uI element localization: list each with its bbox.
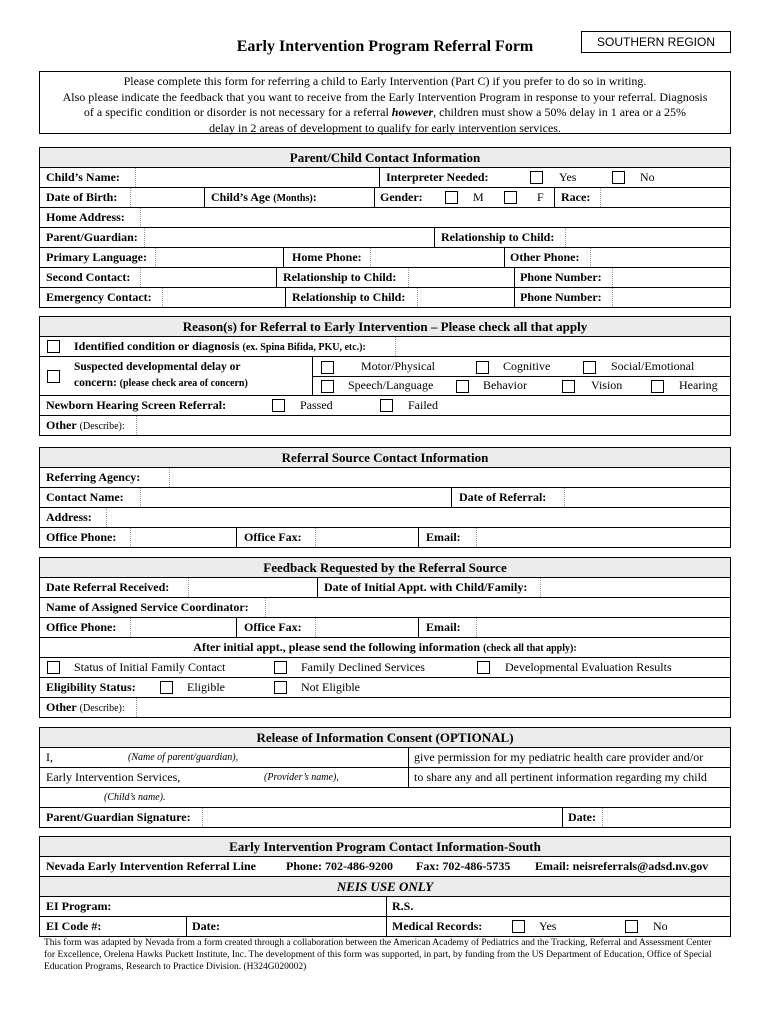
divider — [562, 808, 563, 827]
status-label: Status of Initial Family Contact — [74, 660, 226, 674]
emergency-label: Emergency Contact: — [46, 290, 152, 304]
divider — [204, 188, 205, 207]
relationship3-label: Relationship to Child: — [292, 290, 406, 304]
dob-field[interactable] — [130, 188, 131, 207]
source-row-address — [40, 508, 730, 528]
feedback-other-group — [46, 698, 125, 717]
feedback-office-phone-field[interactable] — [130, 618, 131, 637]
childs-name-label: Child’s Name: — [46, 170, 120, 184]
coordinator-field[interactable] — [265, 598, 266, 617]
release-row-3 — [40, 788, 730, 808]
behavior-checkbox[interactable] — [456, 380, 469, 393]
permission-text: give permission for my pediatric health care provider and/or — [414, 750, 704, 764]
agency-field[interactable] — [169, 468, 170, 487]
divider — [186, 917, 187, 936]
release-header: Release of Information Consent (OPTIONAL) — [40, 728, 730, 748]
parent-label: Parent/Guardian: — [46, 230, 138, 244]
phone-number-field[interactable] — [612, 268, 613, 287]
interpreter-no-label: No — [640, 170, 655, 184]
relationship3-field[interactable] — [417, 288, 418, 307]
date-referral-field[interactable] — [564, 488, 565, 507]
reasons-header: Reason(s) for Referral to Early Intervention – Please check all that apply — [40, 317, 730, 337]
dob-label: Date of Birth: — [46, 190, 118, 204]
identified-checkbox[interactable] — [47, 340, 60, 353]
eligible-checkbox[interactable] — [160, 681, 173, 694]
source-row-phone — [40, 528, 730, 547]
program-date-label: Date: — [192, 919, 220, 933]
feedback-section — [39, 557, 731, 718]
social-checkbox[interactable] — [583, 361, 596, 374]
gender-f-checkbox[interactable] — [504, 191, 517, 204]
intro-line-2: Also please indicate the feedback that you want to receive from the Early Intervention Program in response to your referral. Diagnosis — [62, 89, 708, 104]
interpreter-yes-label: Yes — [559, 170, 577, 184]
interpreter-yes-checkbox[interactable] — [530, 171, 543, 184]
race-label: Race: — [561, 190, 591, 204]
divider — [386, 897, 387, 916]
identified-field[interactable] — [395, 337, 396, 356]
feedback-header: Feedback Requested by the Referral Source — [40, 558, 730, 578]
intro-text — [39, 71, 731, 134]
identified-example: (ex. Spina Bifida, PKU, etc.): — [242, 342, 366, 353]
not-eligible-checkbox[interactable] — [274, 681, 287, 694]
other-phone-label: Other Phone: — [510, 250, 580, 264]
share-text: to share any and all pertinent information regarding my child — [414, 770, 707, 784]
relationship-label: Relationship to Child: — [441, 230, 555, 244]
source-row-agency — [40, 468, 730, 488]
feedback-row-eligibility — [40, 678, 730, 698]
divider — [285, 288, 286, 307]
reasons-row-other — [40, 416, 730, 435]
passed-checkbox[interactable] — [272, 399, 285, 412]
feedback-other-label: Other — [46, 700, 77, 714]
ei-code-label: EI Code #: — [46, 919, 102, 933]
suspected-label2-group — [74, 375, 248, 392]
source-office-phone-label: Office Phone: — [46, 530, 117, 544]
divider — [418, 528, 419, 547]
release-row-2 — [40, 768, 730, 788]
footer-note: This form was adapted by Nevada from a form created through a collaboration between the American Academy of Pediatrics and the Tracking, Referral and Assessment Center for Excellence, Orelena Hawks Puckett Institute, Inc. The development of this form was supported, in part, by funding from the US Department of Education, Office of Special Education Programs, Research to Practice Division. (H324G020002) — [44, 938, 712, 972]
home-address-label: Home Address: — [46, 210, 125, 224]
referral-line-label: Nevada Early Intervention Referral Line — [46, 859, 256, 873]
race-field[interactable] — [600, 188, 601, 207]
release-date-field[interactable] — [602, 808, 603, 827]
feedback-row-coordinator — [40, 598, 730, 618]
motor-label: Motor/Physical — [361, 359, 435, 373]
divider — [418, 618, 419, 637]
relationship-field[interactable] — [565, 228, 566, 247]
provider-hint: (Provider’s name), — [264, 772, 339, 783]
feedback-other-field[interactable] — [136, 698, 137, 717]
source-header: Referral Source Contact Information — [40, 448, 730, 468]
age-label: Child’s Age — [211, 190, 271, 204]
program-row-ei — [40, 897, 730, 917]
phone-number2-field[interactable] — [612, 288, 613, 307]
behavior-label: Behavior — [483, 378, 527, 392]
release-date-label: Date: — [568, 810, 596, 824]
home-phone-label: Home Phone: — [292, 250, 362, 264]
source-address-label: Address: — [46, 510, 92, 524]
contact-row-address — [40, 208, 730, 228]
divider — [283, 248, 284, 267]
date-received-label: Date Referral Received: — [46, 580, 170, 594]
divider — [386, 917, 387, 936]
program-email[interactable]: Email: neisreferrals@adsd.nv.gov — [535, 859, 709, 873]
release-row-1 — [40, 748, 730, 768]
identified-label-group — [74, 337, 366, 356]
source-office-fax-field[interactable] — [315, 528, 316, 547]
intro-line-4: delay in 2 areas of development to qualify for early intervention services. — [209, 120, 561, 135]
divider — [408, 748, 409, 767]
phone-number-label: Phone Number: — [520, 270, 602, 284]
hearing-checkbox[interactable] — [651, 380, 664, 393]
program-phone: Phone: 702-486-9200 — [286, 859, 393, 873]
source-address-field[interactable] — [106, 508, 107, 527]
intro-line-3a: of a specific condition or disorder is not necessary for a referral — [83, 105, 392, 119]
childs-name-field[interactable] — [135, 168, 136, 187]
reasons-other-label: Other — [46, 418, 77, 432]
intro-however: however — [391, 105, 434, 119]
divider — [374, 188, 375, 207]
divider — [236, 528, 237, 547]
not-eligible-label: Not Eligible — [301, 680, 360, 694]
gender-f-label: F — [537, 190, 544, 204]
second-contact-label: Second Contact: — [46, 270, 131, 284]
date-initial-label: Date of Initial Appt. with Child/Family: — [324, 580, 528, 594]
eval-checkbox[interactable] — [477, 661, 490, 674]
suspected-checkbox[interactable] — [47, 370, 60, 383]
agency-label: Referring Agency: — [46, 470, 141, 484]
parent-field[interactable] — [144, 228, 145, 247]
ei-program-label: EI Program: — [46, 899, 112, 913]
divider — [317, 578, 318, 597]
declined-checkbox[interactable] — [274, 661, 287, 674]
parent-name-hint: (Name of parent/guardian), — [128, 752, 239, 763]
program-row-line — [40, 857, 730, 877]
home-address-field[interactable] — [140, 208, 141, 227]
divider — [451, 488, 452, 507]
divider — [434, 228, 435, 247]
divider — [276, 268, 277, 287]
program-section — [39, 836, 731, 937]
program-header: Early Intervention Program Contact Information-South — [40, 837, 730, 857]
vision-checkbox[interactable] — [562, 380, 575, 393]
release-row-signature — [40, 808, 730, 827]
suspected-label: Suspected developmental delay or — [74, 361, 241, 373]
age-unit: (Months) — [273, 193, 313, 204]
source-office-fax-label: Office Fax: — [244, 530, 302, 544]
relationship2-label: Relationship to Child: — [283, 270, 397, 284]
failed-label: Failed — [408, 398, 438, 412]
contact-header: Parent/Child Contact Information — [40, 148, 730, 168]
contact-row-parent — [40, 228, 730, 248]
feedback-office-fax-field[interactable] — [315, 618, 316, 637]
interpreter-label: Interpreter Needed: — [386, 170, 489, 184]
source-email-field[interactable] — [476, 528, 477, 547]
suspected-label2: concern: — [74, 377, 117, 389]
vision-label: Vision — [591, 378, 623, 392]
form-title: Early Intervention Program Referral Form — [236, 38, 534, 55]
speech-label: Speech/Language — [348, 378, 434, 392]
program-row-code — [40, 917, 730, 936]
feedback-row-phone — [40, 618, 730, 638]
interpreter-no-checkbox[interactable] — [612, 171, 625, 184]
divider — [236, 618, 237, 637]
divider — [514, 268, 515, 287]
age-label-group — [211, 188, 317, 207]
eval-label: Developmental Evaluation Results — [505, 660, 672, 674]
gender-m-label: M — [473, 190, 484, 204]
speech-checkbox[interactable] — [321, 380, 334, 393]
suspected-note: (please check area of concern) — [119, 378, 248, 389]
after-group — [193, 640, 576, 654]
phone-number2-label: Phone Number: — [520, 290, 602, 304]
medical-yes-checkbox[interactable] — [512, 920, 525, 933]
medical-no-label: No — [653, 919, 668, 933]
reasons-other-group — [46, 416, 125, 435]
home-phone-field[interactable] — [370, 248, 371, 267]
region-label: SOUTHERN REGION — [581, 31, 731, 53]
declined-label: Family Declined Services — [301, 660, 425, 674]
feedback-office-fax-label: Office Fax: — [244, 620, 302, 634]
contact-row-language — [40, 248, 730, 268]
status-checkbox[interactable] — [47, 661, 60, 674]
contact-row-child — [40, 168, 730, 188]
source-row-contact — [40, 488, 730, 508]
coordinator-label: Name of Assigned Service Coordinator: — [46, 600, 249, 614]
feedback-row-other — [40, 698, 730, 717]
cognitive-label: Cognitive — [503, 359, 551, 373]
feedback-email-field[interactable] — [476, 618, 477, 637]
failed-checkbox[interactable] — [380, 399, 393, 412]
feedback-row-dates — [40, 578, 730, 598]
program-fax: Fax: 702-486-5735 — [416, 859, 511, 873]
signature-field[interactable] — [202, 808, 203, 827]
feedback-row-after — [40, 638, 730, 658]
cognitive-checkbox[interactable] — [476, 361, 489, 374]
intro-line-3c: , children must show a 50% delay in 1 area or a 25% — [433, 105, 687, 119]
social-label: Social/Emotional — [611, 359, 695, 373]
feedback-describe: (Describe): — [79, 703, 125, 714]
divider — [514, 288, 515, 307]
other-phone-field[interactable] — [590, 248, 591, 267]
signature-label: Parent/Guardian Signature: — [46, 810, 191, 824]
reasons-section — [39, 316, 731, 436]
reasons-row-suspected — [40, 357, 730, 396]
contact-row-dob — [40, 188, 730, 208]
source-section — [39, 447, 731, 548]
rs-label: R.S. — [392, 899, 414, 913]
divider — [554, 188, 555, 207]
date-initial-field[interactable] — [540, 578, 541, 597]
primary-language-field[interactable] — [155, 248, 156, 267]
reasons-other-field[interactable] — [136, 416, 137, 435]
divider — [379, 168, 380, 187]
release-i: I, — [46, 750, 53, 764]
reasons-row-identified — [40, 337, 730, 357]
medical-yes-label: Yes — [539, 919, 557, 933]
medical-records-label: Medical Records: — [392, 919, 483, 933]
emergency-field[interactable] — [162, 288, 163, 307]
date-received-field[interactable] — [188, 578, 189, 597]
contact-row-second — [40, 268, 730, 288]
contact-section — [39, 147, 731, 308]
date-referral-label: Date of Referral: — [459, 490, 547, 504]
identified-label: Identified condition or diagnosis — [74, 339, 240, 353]
eligible-label: Eligible — [187, 680, 225, 694]
feedback-row-options — [40, 658, 730, 678]
childs-name-hint: (Child’s name). — [104, 792, 166, 803]
after-note: (check all that apply): — [483, 643, 577, 654]
primary-language-label: Primary Language: — [46, 250, 147, 264]
gender-m-checkbox[interactable] — [445, 191, 458, 204]
intro-line-3 — [40, 105, 730, 121]
divider — [408, 768, 409, 787]
source-office-phone-field[interactable] — [130, 528, 131, 547]
after-label: After initial appt., please send the following information — [193, 640, 481, 654]
intro-line-1: Please complete this form for referring a child to Early Intervention (Part C) if you prefer to do so in writing. — [123, 74, 647, 88]
feedback-office-phone-label: Office Phone: — [46, 620, 117, 634]
source-email-label: Email: — [426, 530, 461, 544]
medical-no-checkbox[interactable] — [625, 920, 638, 933]
feedback-email-label: Email: — [426, 620, 461, 634]
reasons-describe: (Describe): — [79, 421, 125, 432]
motor-checkbox[interactable] — [321, 361, 334, 374]
passed-label: Passed — [300, 398, 333, 412]
contact-name-label: Contact Name: — [46, 490, 124, 504]
gender-label: Gender: — [380, 190, 423, 204]
neis-use-only: NEIS USE ONLY — [40, 877, 730, 897]
age-colon: : — [312, 190, 317, 204]
contact-row-emergency — [40, 288, 730, 307]
relationship2-field[interactable] — [408, 268, 409, 287]
second-contact-field[interactable] — [140, 268, 141, 287]
contact-name-field[interactable] — [140, 488, 141, 507]
ei-services-text: Early Intervention Services, — [46, 770, 181, 784]
hearing-label: Hearing — [679, 378, 718, 392]
divider — [504, 248, 505, 267]
reasons-row-newborn — [40, 396, 730, 416]
release-section — [39, 727, 731, 828]
newborn-label: Newborn Hearing Screen Referral: — [46, 398, 227, 412]
eligibility-label: Eligibility Status: — [46, 680, 136, 694]
